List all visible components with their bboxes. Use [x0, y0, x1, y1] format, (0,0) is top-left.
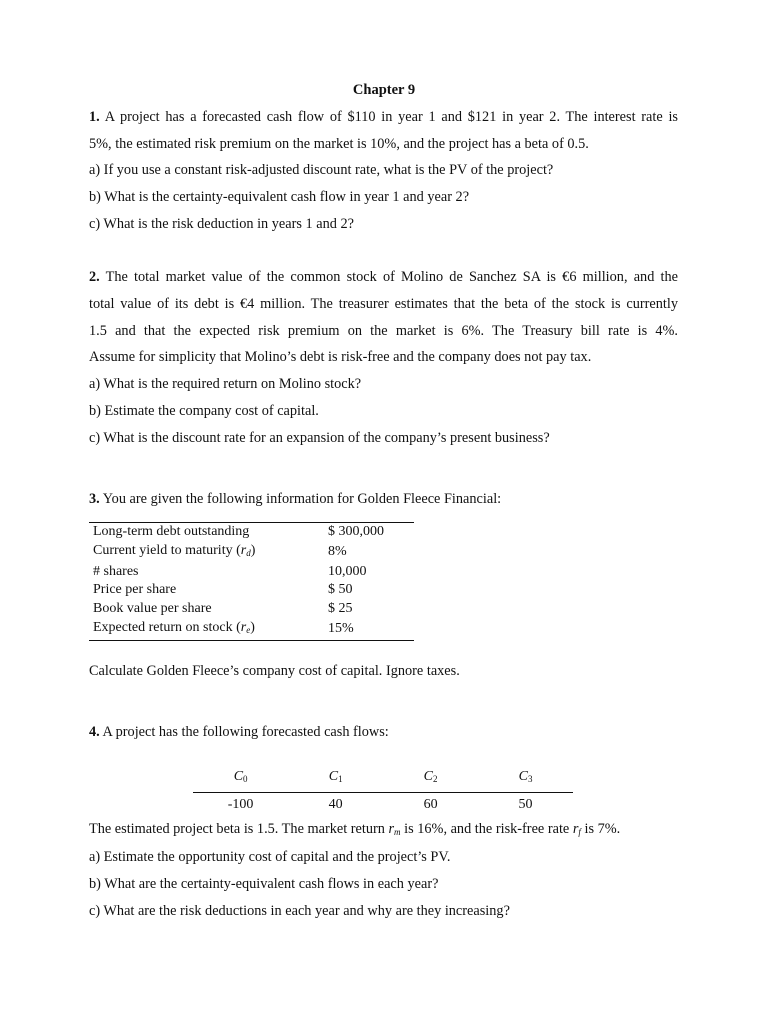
- row-value: 15%: [328, 620, 354, 636]
- q2-line-4: Assume for simplicity that Molino’s debt is risk-free and the company does not pay tax.: [89, 349, 592, 365]
- table-row: [89, 523, 414, 542]
- cash-flow-symbol: C: [328, 769, 339, 784]
- q2-part-b: b) Estimate the company cost of capital.: [89, 403, 319, 419]
- rate-symbol-sub: e: [246, 624, 251, 635]
- cash-flow-subscript: 0: [243, 774, 248, 784]
- cash-flow-header-row: [193, 762, 573, 793]
- q3-task: Calculate Golden Fleece’s company cost of capital. Ignore taxes.: [89, 663, 460, 679]
- cash-flow-value-row: [193, 793, 573, 818]
- q2-part-c: c) What is the discount rate for an expansion of the company’s present business?: [89, 430, 550, 446]
- q4-beta-text-3: is 7%.: [580, 821, 621, 837]
- rm-symbol-letter: r: [388, 821, 395, 837]
- rf-symbol: [573, 821, 581, 837]
- row-label-text: Price per share: [93, 582, 177, 598]
- rate-symbol-sub: d: [246, 547, 251, 558]
- chapter-title: Chapter 9: [352, 82, 416, 98]
- row-label-text: Expected return on stock: [93, 619, 237, 635]
- q4-part-c: c) What are the risk deductions in each year and why are they increasing?: [89, 903, 510, 919]
- row-label: [89, 563, 328, 582]
- q1-line-1: [89, 108, 678, 126]
- rf-symbol-letter: r: [572, 821, 579, 837]
- row-label-text: # shares: [93, 563, 139, 579]
- q2-line-1: [89, 268, 678, 286]
- q1-part-c: c) What is the risk deduction in years 1 and 2?: [89, 216, 354, 232]
- q1-line-1-text: A project has a forecasted cash flow of $110 in year 1 and $121 in year 2. The interest rate is: [104, 109, 678, 125]
- q4-beta-text-1: The estimated project beta is 1.5. The market return: [89, 821, 389, 837]
- cash-flow-value: 50: [518, 797, 533, 812]
- q2-line-1-text: The total market value of the common stock of Molino de Sanchez SA is €6 million, and the: [105, 269, 678, 285]
- q4-number: 4.: [89, 724, 100, 740]
- table-row: [89, 563, 414, 582]
- row-value: 10,000: [328, 563, 367, 579]
- cash-flow-symbol: C: [518, 769, 528, 784]
- cash-flow-subscript: 2: [433, 774, 438, 784]
- rm-symbol: [388, 821, 400, 837]
- cash-flow-header: [193, 762, 288, 793]
- row-label-text: Long-term debt outstanding: [93, 524, 250, 539]
- q4-part-b: b) What are the certainty-equivalent cash flows in each year?: [89, 876, 439, 892]
- paren-close: ): [250, 619, 255, 635]
- row-label-text: Book value per share: [93, 601, 212, 617]
- q2-line-2: total value of its debt is €4 million. The treasurer estimates that the beta of the stock is currently: [89, 296, 678, 312]
- row-label: [89, 619, 328, 640]
- cash-flow-value: 40: [328, 797, 343, 812]
- row-value: $ 300,000: [328, 524, 384, 539]
- cash-flow-subscript: 1: [338, 774, 343, 784]
- table-row: [89, 581, 414, 600]
- table-row: [89, 619, 414, 640]
- q3-number: 3.: [89, 491, 100, 507]
- paren-open: (: [236, 542, 241, 558]
- q3-intro-text: You are given the following information for Golden Fleece Financial:: [102, 491, 502, 507]
- rm-symbol-sub: m: [394, 827, 401, 837]
- cash-flow-header: [478, 762, 573, 793]
- rate-symbol: r: [240, 619, 247, 635]
- q1-line-2: 5%, the estimated risk premium on the market is 10%, and the project has a beta of 0.5.: [89, 136, 589, 152]
- q1-part-a: a) If you use a constant risk-adjusted discount rate, what is the PV of the project?: [89, 162, 554, 178]
- cash-flow-symbol: C: [423, 769, 434, 784]
- q2-part-a: a) What is the required return on Molino stock?: [89, 376, 362, 392]
- row-label: [89, 581, 328, 600]
- q1-part-b: b) What is the certainty-equivalent cash flow in year 1 and year 2?: [89, 189, 470, 205]
- q4-part-a: a) Estimate the opportunity cost of capital and the project’s PV.: [89, 849, 451, 865]
- cash-flow-table: [193, 762, 573, 817]
- table-row: [89, 600, 414, 619]
- q4-beta-text-2: is 16%, and the risk-free rate: [400, 821, 573, 837]
- q1-number: 1.: [89, 109, 100, 125]
- paren-close: ): [250, 542, 256, 558]
- cash-flow-header: [288, 762, 383, 793]
- row-label-text: Current yield to maturity: [93, 542, 237, 558]
- row-value: $ 50: [328, 582, 353, 598]
- q2-number: 2.: [89, 269, 100, 285]
- rf-symbol-sub: f: [578, 827, 581, 837]
- q4-intro-text: A project has the following forecasted cash flows:: [102, 724, 389, 740]
- q4-intro: [89, 723, 389, 741]
- cash-flow-symbol: C: [233, 769, 244, 784]
- golden-fleece-table: [89, 522, 414, 641]
- rate-symbol: r: [240, 542, 247, 558]
- q4-beta-line: [89, 820, 620, 841]
- table-row: [89, 542, 414, 563]
- row-value: $ 25: [328, 601, 353, 617]
- cash-flow-subscript: 3: [527, 774, 533, 784]
- cash-flow-header: [383, 762, 478, 793]
- cash-flow-value: -100: [227, 797, 254, 812]
- paren-open: (: [236, 619, 241, 635]
- row-value: 8%: [328, 543, 347, 559]
- row-label: [89, 542, 328, 563]
- cash-flow-value: 60: [423, 797, 438, 812]
- q2-line-3: 1.5 and that the expected risk premium on the market is 6%. The Treasury bill rate is 4%.: [89, 323, 678, 339]
- row-label: [89, 523, 328, 542]
- q3-intro: [89, 490, 501, 508]
- row-label: [89, 600, 328, 619]
